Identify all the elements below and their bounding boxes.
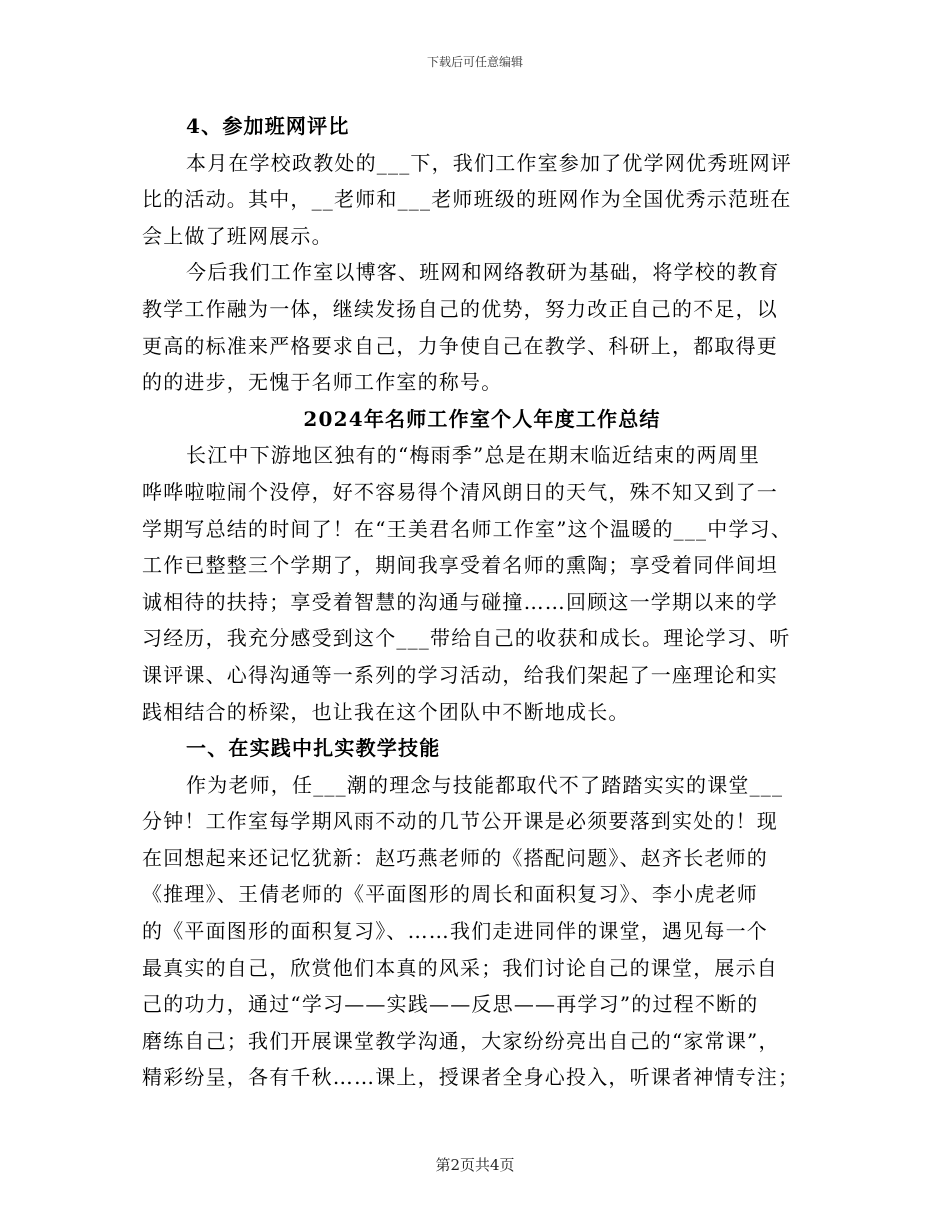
paragraph-line: 磨练自己；我们开展课堂教学沟通，大家纷纷亮出自己的“家常课”， xyxy=(142,1028,780,1053)
section-heading-class-web: 4、参加班网评比 xyxy=(186,114,350,138)
paragraph-line: 的《平面图形的面积复习》、……我们走进同伴的课堂，遇见每一个 xyxy=(142,919,768,944)
paragraph-line: 精彩纷呈，各有千秋……课上，授课者全身心投入，听课者神情专注； xyxy=(142,1065,800,1090)
paragraph-line: 最真实的自己，欣赏他们本真的风采；我们讨论自己的课堂，展示自 xyxy=(142,955,778,980)
paragraph-line: 《推理》、王倩老师的《平面图形的周长和面积复习》、李小虎老师 xyxy=(142,882,758,907)
document-body xyxy=(142,108,822,1096)
paragraph-line: 课评课、心得沟通等一系列的学习活动，给我们架起了一座理论和实 xyxy=(142,662,778,687)
paragraph-line: 工作已整整三个学期了，期间我享受着名师的熏陶；享受着同伴间坦 xyxy=(142,553,778,578)
paragraph-line: 践相结合的桥梁，也让我在这个团队中不断地成长。 xyxy=(142,699,630,724)
paragraph-line: 比的活动。其中，__老师和___老师班级的班网作为全国优秀示范班在 xyxy=(142,187,792,212)
paragraph-line: 学期写总结的时间了！在“王美君名师工作室”这个温暖的___中学习、 xyxy=(142,516,793,541)
paragraph-line: 在回想起来还记忆犹新：赵巧燕老师的《搭配问题》、赵齐长老师的 xyxy=(142,845,768,870)
paragraph-line: 教学工作融为一体，继续发扬自己的优势，努力改正自己的不足，以 xyxy=(142,296,778,321)
paragraph-line: 今后我们工作室以博客、班网和网络教研为基础，将学校的教育 xyxy=(186,260,780,285)
paragraph-line: 本月在学校政教处的___下，我们工作室参加了优学网优秀班网评 xyxy=(186,150,792,175)
paragraph-line: 哗哗啦啦闹个没停，好不容易得个清风朗日的天气，殊不知又到了一 xyxy=(142,479,778,504)
paragraph-line: 习经历，我充分感受到这个___带给自己的收获和成长。理论学习、听 xyxy=(142,626,791,651)
paragraph-line: 己的功力，通过“学习——实践——反思——再学习”的过程不断的 xyxy=(142,992,759,1017)
page-header-note: 下载后可任意编辑 xyxy=(426,55,523,69)
paragraph-line: 更高的标准来严格要求自己，力争使自己在教学、科研上，都取得更 xyxy=(142,333,778,358)
paragraph-line: 会上做了班网展示。 xyxy=(142,223,333,248)
paragraph-line: 长江中下游地区独有的“梅雨季”总是在期末临近结束的两周里 xyxy=(186,443,761,468)
page-number: 第2页共4页 xyxy=(435,1156,515,1174)
paragraph-line: 作为老师，任___潮的理念与技能都取代不了踏踏实实的课堂___ xyxy=(186,772,784,797)
document-title: 2024年名师工作室个人年度工作总结 xyxy=(303,406,661,431)
section-heading-teaching-skills: 一、在实践中扎实教学技能 xyxy=(186,736,441,761)
paragraph-line: 诚相待的扶持；享受着智慧的沟通与碰撞……回顾这一学期以来的学 xyxy=(142,589,778,614)
paragraph-line: 的的进步，无愧于名师工作室的称号。 xyxy=(142,370,503,395)
paragraph-line: 分钟！工作室每学期风雨不动的几节公开课是必须要落到实处的！现 xyxy=(142,809,778,834)
